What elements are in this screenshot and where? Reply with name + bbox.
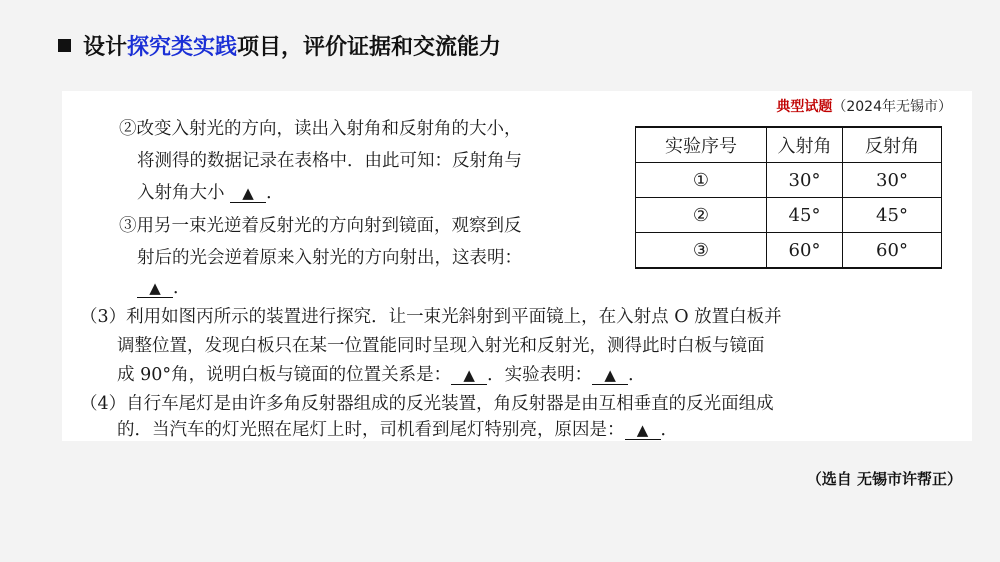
table-cell: ① — [636, 163, 767, 198]
table-cell: ③ — [636, 233, 767, 269]
question-line-8: 调整位置，发现白板只在某一位置能同时呈现入射光和反射光，测得此时白板与镜面 — [117, 336, 765, 356]
question-line-10: （4）自行车尾灯是由许多角反射器组成的反光装置，角反射器是由互相垂直的反光面组成 — [80, 394, 774, 414]
question-line-3-text: 入射角大小 — [137, 183, 225, 203]
square-bullet-icon — [58, 39, 71, 52]
question-line-2: 将测得的数据记录在表格中．由此可知：反射角与 — [137, 151, 522, 171]
table-row — [636, 198, 942, 233]
table-cell: 60° — [767, 233, 843, 269]
data-table — [635, 126, 942, 269]
source-tag: 典型试题 — [776, 99, 833, 115]
source-detail: （2024年无锡市） — [832, 99, 952, 115]
heading-post: 项目，评价证据和交流能力 — [237, 35, 502, 60]
answer-blank-3[interactable]: ▲ — [451, 368, 487, 385]
heading-pre: 设计 — [83, 35, 128, 60]
question-line-9-end: ． — [628, 365, 646, 385]
table-row — [636, 163, 942, 198]
table-cell: ② — [636, 198, 767, 233]
answer-blank-1[interactable]: ▲ — [230, 186, 266, 203]
question-line-11-text: 的．当汽车的灯光照在尾灯上时，司机看到尾灯特别亮，原因是： — [117, 420, 625, 440]
table-cell: 30° — [767, 163, 843, 198]
question-line-9-text: 成 90°角，说明白板与镜面的位置关系是： — [117, 365, 452, 385]
question-line-11 — [117, 422, 678, 440]
question-panel — [62, 91, 972, 441]
answer-blank-4[interactable]: ▲ — [592, 368, 628, 385]
question-line-9 — [117, 367, 646, 385]
table-header-row — [636, 127, 942, 163]
attribution-footer: （选自 无锡市许帮正） — [806, 470, 962, 488]
question-line-6-end: ． — [173, 278, 191, 298]
question-line-4: ③用另一束光逆着反射光的方向射到镜面，观察到反 — [119, 216, 522, 236]
table-header-cell: 入射角 — [767, 127, 843, 163]
table-cell: 45° — [843, 198, 942, 233]
table-row — [636, 233, 942, 269]
table-header-cell: 实验序号 — [636, 127, 767, 163]
table-header-cell: 反射角 — [843, 127, 942, 163]
table-cell: 30° — [843, 163, 942, 198]
question-line-5: 射后的光会逆着原来入射光的方向射出，这表明： — [137, 248, 522, 268]
table-cell: 45° — [767, 198, 843, 233]
question-line-3-end: ． — [266, 183, 284, 203]
heading-highlight: 探究类实践 — [127, 35, 238, 60]
question-line-6 — [137, 280, 191, 298]
question-line-7: （3）利用如图丙所示的装置进行探究．让一束光斜射到平面镜上，在入射点 O 放置白板并 — [80, 307, 782, 327]
answer-blank-5[interactable]: ▲ — [625, 423, 661, 440]
question-line-11-end: ． — [660, 420, 678, 440]
table-cell: 60° — [843, 233, 942, 269]
source-label — [776, 96, 952, 116]
question-line-9-mid: ．实验表明： — [487, 365, 593, 385]
slide-heading — [58, 30, 501, 61]
answer-blank-2[interactable]: ▲ — [137, 281, 173, 298]
question-line-3 — [137, 185, 284, 203]
question-line-1: ②改变入射光的方向，读出入射角和反射角的大小， — [119, 119, 522, 139]
